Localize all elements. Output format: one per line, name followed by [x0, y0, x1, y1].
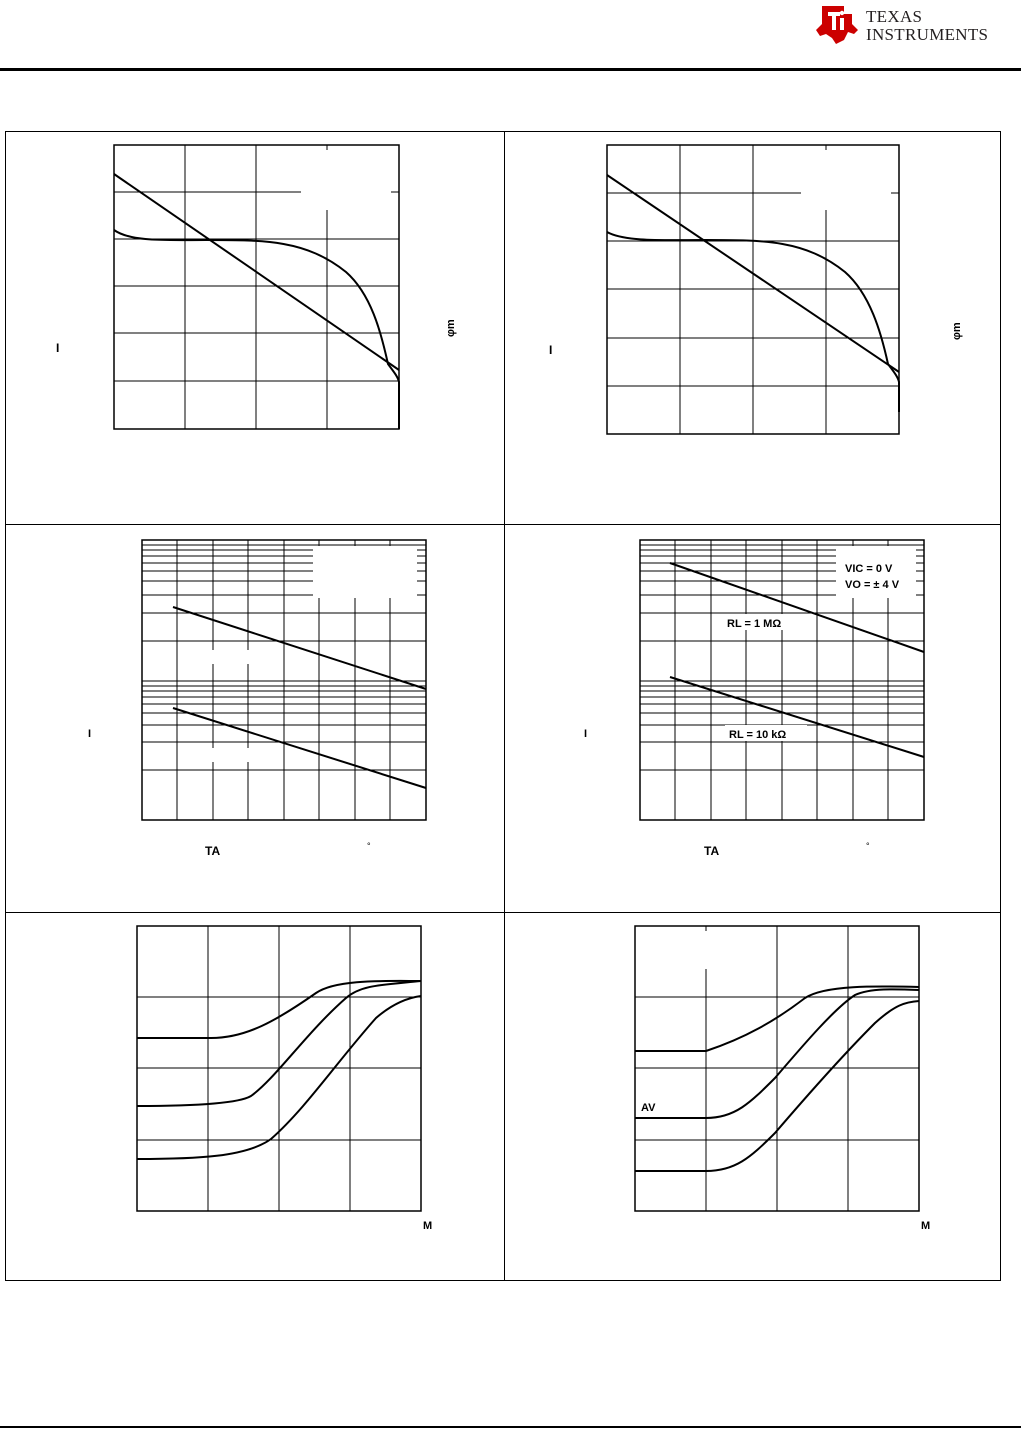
chart-top-right — [505, 132, 1001, 524]
panel-mid-left — [6, 525, 504, 912]
header-rule — [0, 68, 1021, 71]
series-label-box — [203, 650, 263, 664]
y-axis-label: I — [88, 728, 92, 740]
panel-mid-right — [505, 525, 1001, 912]
panel-top-right — [505, 132, 1001, 524]
x-axis-unit: M — [921, 1220, 931, 1232]
chart-top-left — [6, 132, 504, 524]
wordmark-line1: TEXAS — [866, 7, 923, 26]
y-axis-label-left: I — [56, 341, 60, 355]
series-label-rl-1m: RL = 1 MΩ — [727, 618, 782, 630]
series-label-rl-10k: RL = 10 kΩ — [729, 729, 787, 741]
legend-vo: VO = ± 4 V — [845, 579, 900, 591]
wordmark-line2: INSTRUMENTS — [866, 25, 989, 44]
y-axis-label: I — [584, 728, 588, 740]
y-axis-label-right: φm — [951, 322, 963, 340]
legend-box — [313, 546, 417, 598]
ti-logo — [814, 4, 1014, 48]
footer-rule — [0, 1426, 1021, 1428]
x-axis-unit-mark: ° — [866, 841, 870, 851]
chart-bottom-left — [6, 913, 504, 1280]
ti-wordmark — [866, 8, 988, 44]
x-axis-unit: M — [423, 1220, 433, 1232]
panel-bottom-right — [505, 913, 1001, 1280]
x-axis-label: TA — [704, 844, 720, 858]
chart-bottom-right — [505, 913, 1001, 1280]
series-line-upper — [173, 607, 426, 689]
x-axis-label: TA — [205, 844, 221, 858]
legend-box — [801, 150, 891, 210]
chart-mid-right — [505, 525, 1001, 912]
legend-vic: VIC = 0 V — [845, 563, 893, 575]
chart-mid-left — [6, 525, 504, 912]
y-axis-label-right: φm — [445, 319, 457, 337]
panel-bottom-left — [6, 913, 504, 1280]
y-axis-label: AV — [641, 1102, 656, 1114]
y-axis-label-left: I — [549, 343, 553, 357]
series-line-rl-10k — [670, 677, 924, 757]
legend-box — [704, 931, 764, 969]
x-axis-unit-mark: ° — [367, 841, 371, 851]
series-label-box — [184, 748, 266, 762]
legend-box — [301, 150, 391, 210]
figure-grid — [5, 131, 1001, 1281]
panel-top-left — [6, 132, 504, 524]
ti-logo-icon — [814, 4, 864, 48]
